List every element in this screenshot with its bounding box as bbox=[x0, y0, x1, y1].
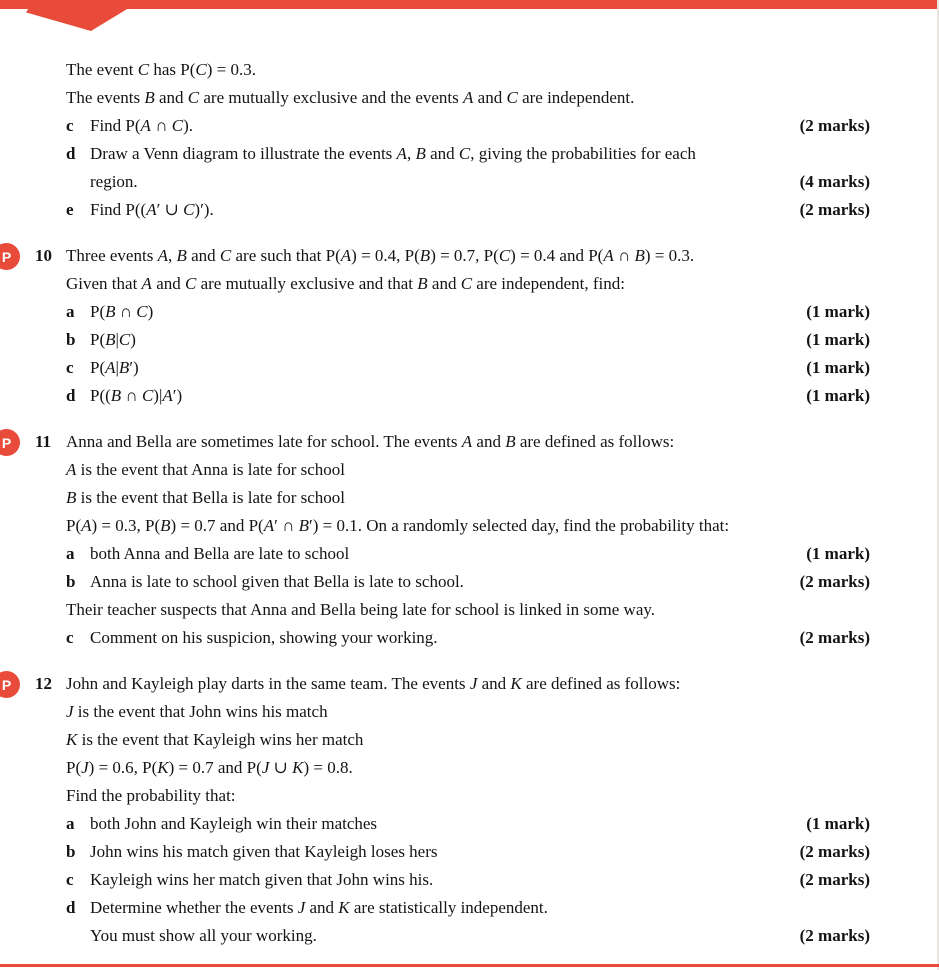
text-line: Anna and Bella are sometimes late for school. The events A and B are defined as follows: bbox=[66, 432, 675, 451]
text-line: P(A) = 0.3, P(B) = 0.7 and P(A′ ∩ B′) = 0.1. On a randomly selected day, find the probability that: bbox=[66, 516, 730, 535]
marks-label: (1 mark) bbox=[806, 302, 870, 321]
question-part bbox=[66, 624, 870, 652]
question-part bbox=[66, 196, 870, 224]
part-letter: b bbox=[66, 572, 76, 591]
text-line: P(J) = 0.6, P(K) = 0.7 and P(J ∪ K) = 0.8. bbox=[66, 758, 353, 777]
part-letter: c bbox=[66, 358, 74, 377]
part-text: P((B ∩ C)|A′) bbox=[90, 386, 183, 405]
question-number: 12 bbox=[35, 674, 52, 693]
marks-label: (1 mark) bbox=[806, 358, 870, 377]
question-section bbox=[1, 428, 870, 652]
text-line: A is the event that Anna is late for school bbox=[66, 460, 346, 479]
marks-label: (2 marks) bbox=[799, 870, 870, 889]
marks-label: (1 mark) bbox=[806, 330, 870, 349]
marks-label: (2 marks) bbox=[799, 842, 870, 861]
part-text: Comment on his suspicion, showing your working. bbox=[90, 628, 438, 647]
part-letter: c bbox=[66, 628, 74, 647]
part-text: P(B ∩ C) bbox=[90, 302, 154, 321]
text-line: The events B and C are mutually exclusive and the events A and C are independent. bbox=[66, 88, 635, 107]
marks-label: (2 marks) bbox=[799, 116, 870, 135]
text-line: B is the event that Bella is late for school bbox=[66, 488, 346, 507]
marks-label: (2 marks) bbox=[799, 200, 870, 219]
part-text: Anna is late to school given that Bella is late to school. bbox=[90, 572, 464, 591]
text-line: Three events A, B and C are such that P(A) = 0.4, P(B) = 0.7, P(C) = 0.4 and P(A ∩ B) = 0.3. bbox=[66, 246, 695, 265]
marks-label: (2 marks) bbox=[799, 926, 870, 945]
question-part bbox=[66, 866, 870, 894]
part-letter: c bbox=[66, 116, 74, 135]
part-text: P(A|B′) bbox=[90, 358, 139, 377]
question-part bbox=[66, 298, 870, 326]
part-text: Kayleigh wins her match given that John wins his. bbox=[90, 870, 434, 889]
p-badge: P bbox=[0, 671, 20, 698]
part-text: both John and Kayleigh win their matches bbox=[90, 814, 378, 833]
text-line: J is the event that John wins his match bbox=[66, 702, 328, 721]
question-section bbox=[1, 242, 870, 410]
text-line: John and Kayleigh play darts in the same team. The events J and K are defined as follows: bbox=[66, 674, 681, 693]
question-number: 10 bbox=[35, 246, 52, 265]
question-part bbox=[66, 382, 870, 410]
text-line: K is the event that Kayleigh wins her match bbox=[66, 730, 364, 749]
question-part bbox=[66, 354, 870, 382]
part-text: P(B|C) bbox=[90, 330, 136, 349]
text-line: The event C has P(C) = 0.3. bbox=[66, 60, 256, 79]
part-letter: a bbox=[66, 302, 75, 321]
marks-label: (1 mark) bbox=[806, 814, 870, 833]
part-letter: d bbox=[66, 386, 76, 405]
question-part bbox=[66, 112, 870, 140]
question-part bbox=[66, 326, 870, 354]
text-line: Find the probability that: bbox=[66, 786, 236, 805]
p-badge: P bbox=[0, 429, 20, 456]
marks-label: (2 marks) bbox=[799, 572, 870, 591]
marks-label: (1 mark) bbox=[806, 386, 870, 405]
question-part bbox=[66, 540, 870, 568]
part-letter: a bbox=[66, 544, 75, 563]
part-letter: b bbox=[66, 330, 76, 349]
part-text: Find P((A′ ∪ C)′). bbox=[90, 200, 214, 219]
p-badge: P bbox=[0, 243, 20, 270]
top-accent-bar bbox=[0, 0, 939, 9]
text-line: Given that A and C are mutually exclusive and that B and C are independent, find: bbox=[66, 274, 625, 293]
question-part bbox=[66, 140, 870, 196]
marks-label: (4 marks) bbox=[799, 172, 870, 191]
question-section bbox=[66, 56, 870, 224]
question-part bbox=[66, 838, 870, 866]
part-text: both Anna and Bella are late to school bbox=[90, 544, 350, 563]
marks-label: (1 mark) bbox=[806, 544, 870, 563]
question-section bbox=[1, 670, 870, 950]
part-text: Draw a Venn diagram to illustrate the events A, B and C, giving the probabilities for each region. bbox=[90, 144, 696, 191]
text-line: Their teacher suspects that Anna and Bella being late for school is linked in some way. bbox=[66, 600, 656, 619]
question-part bbox=[66, 810, 870, 838]
question-part bbox=[66, 568, 870, 596]
marks-label: (2 marks) bbox=[799, 628, 870, 647]
question-number: 11 bbox=[35, 432, 52, 451]
question-part bbox=[66, 894, 870, 950]
part-text: Determine whether the events J and K are statistically independent. You must show all your working. bbox=[90, 898, 548, 945]
part-text: Find P(A ∩ C). bbox=[90, 116, 193, 135]
part-letter: c bbox=[66, 870, 74, 889]
part-letter: d bbox=[66, 898, 76, 917]
part-letter: d bbox=[66, 144, 76, 163]
bottom-accent-rule bbox=[0, 964, 939, 967]
corner-tab bbox=[26, 0, 142, 31]
part-letter: a bbox=[66, 814, 75, 833]
content bbox=[1, 56, 870, 968]
part-text: John wins his match given that Kayleigh loses hers bbox=[90, 842, 438, 861]
part-letter: b bbox=[66, 842, 76, 861]
part-letter: e bbox=[66, 200, 74, 219]
